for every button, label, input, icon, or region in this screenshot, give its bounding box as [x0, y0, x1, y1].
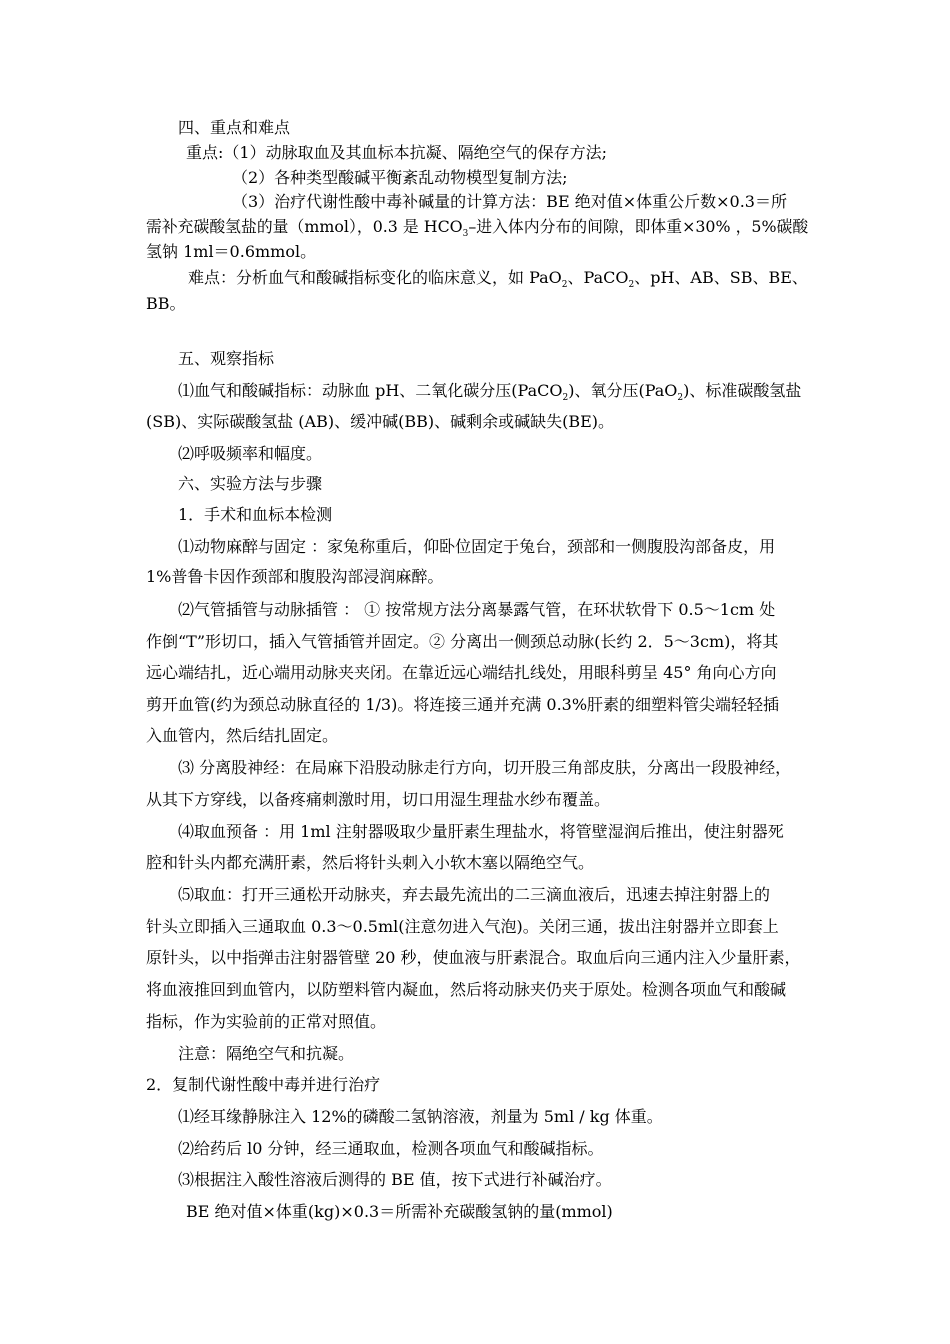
paragraph-5-line-4: 将血液推回到血管内，以防塑料管内凝血，然后将动脉夹仍夹于原处。检测各项血气和酸碱 — [146, 980, 787, 999]
paragraph-2-line-2: 作倒“T”形切口，插入气管插管并固定。② 分离出一侧颈总动脉(长约 2．5～3cm)，将其 — [146, 632, 779, 651]
paragraph-5-line-1: ⑸取血：打开三通松开动脉夹，弃去最先流出的二三滴血液后，迅速去掉注射器上的 — [178, 885, 771, 904]
paragraph-3-line-1: ⑶ 分离股神经：在局麻下沿股动脉走行方向，切开股三角部皮肤，分离出一段股神经， — [178, 758, 792, 777]
paragraph-5-line-2: 针头立即插入三通取血 0.3～0.5ml(注意勿进入气泡)。关闭三通，拔出注射器并立即套上 — [146, 917, 779, 936]
formula: BE 绝对值×体重(kg)×0.3＝所需补充碳酸氢钠的量(mmol) — [186, 1202, 613, 1221]
paragraph-2-line-3: 远心端结扎，近心端用动脉夹夹闭。在靠近远心端结扎线处，用眼科剪呈 45° 角向心方向 — [146, 663, 777, 682]
subscript: 2 — [561, 280, 568, 290]
paragraph-4-line-1: ⑷取血预备 ：用 1ml 注射器吸取少量肝素生理盐水，将管壁湿润后推出，使注射器死 — [178, 822, 784, 841]
paragraph-2-line-4: 剪开血管(约为颈总动脉直径的 1/3)。将连接三通并充满 0.3%肝素的细塑料管尖端轻轻插 — [146, 695, 780, 714]
paragraph-1-line-1: ⑴动物麻醉与固定 ：家兔称重后，仰卧位固定于兔台，颈部和一侧腹股沟部备皮，用 — [178, 537, 776, 556]
subscript: 2 — [677, 393, 684, 403]
subsection-2-heading: 2．复制代谢性酸中毒并进行治疗 — [146, 1075, 381, 1094]
text-run: 、PaCO — [567, 268, 629, 287]
text-run: 难点：分析血气和酸碱指标变化的临床意义，如 PaO — [188, 268, 562, 287]
text-run: –进入体内分布的间隙，即体重×30% ，5%碳酸 — [468, 217, 809, 236]
difficulty-line-1 — [188, 268, 808, 295]
subscript: 2 — [562, 393, 569, 403]
paragraph-3-line-2: 从其下方穿线，以备疼痛刺激时用，切口用湿生理盐水纱布覆盖。 — [146, 790, 611, 809]
section-5-heading: 五、观察指标 — [178, 349, 275, 368]
procedure-step-2: ⑵给药后 l0 分钟，经三通取血，检测各项血气和酸碱指标。 — [178, 1139, 604, 1158]
indicator-1-line-1 — [178, 381, 801, 408]
key-points-line-1: 重点:（1）动脉取血及其血标本抗凝、隔绝空气的保存方法; — [186, 143, 607, 162]
paragraph-5-line-3: 原针头，以中指弹击注射器管壁 20 秒，使血液与肝素混合。取血后向三通内注入少量肝素， — [146, 948, 801, 967]
key-points-line-3: （3）治疗代谢性酸中毒补碱量的计算方法：BE 绝对值×体重公斤数×0.3＝所 — [232, 192, 787, 211]
section-6-heading: 六、实验方法与步骤 — [178, 474, 323, 493]
section-4-heading: 四、重点和难点 — [178, 118, 291, 137]
difficulty-line-2: BB。 — [146, 294, 186, 313]
paragraph-5-line-5: 指标，作为实验前的正常对照值。 — [146, 1012, 387, 1031]
text-run: )、氧分压(PaO — [568, 381, 678, 400]
paragraph-4-line-2: 腔和针头内都充满肝素，然后将针头刺入小软木塞以隔绝空气。 — [146, 853, 595, 872]
indicator-2: ⑵呼吸频率和幅度。 — [178, 444, 323, 463]
note: 注意：隔绝空气和抗凝。 — [178, 1044, 355, 1063]
key-points-line-5: 氢钠 1ml＝0.6mmol。 — [146, 242, 317, 261]
subscript: 2 — [628, 280, 635, 290]
text-run: ⑴血气和酸碱指标：动脉血 pH、二氧化碳分压(PaCO — [178, 381, 563, 400]
text-run: )、标准碳酸氢盐 — [683, 381, 802, 400]
key-points-line-4 — [146, 217, 808, 244]
paragraph-1-line-2: 1%普鲁卡因作颈部和腹股沟部浸润麻醉。 — [146, 567, 444, 586]
text-run: 需补充碳酸氢盐的量（mmol），0.3 是 HCO — [146, 217, 463, 236]
subsection-1-heading: 1．手术和血标本检测 — [178, 505, 333, 524]
procedure-step-1: ⑴经耳缘静脉注入 12%的磷酸二氢钠溶液，剂量为 5ml / kg 体重。 — [178, 1107, 663, 1126]
paragraph-2-line-1: ⑵气管插管与动脉插管 ： ① 按常规方法分离暴露气管，在环状软骨下 0.5～1cm 处 — [178, 600, 776, 619]
key-points-line-2: （2）各种类型酸碱平衡紊乱动物模型复制方法; — [232, 168, 568, 187]
text-run: 、pH、AB、SB、BE、 — [634, 268, 808, 287]
subscript: 3 — [462, 229, 469, 239]
procedure-step-3: ⑶根据注入酸性溶液后测得的 BE 值，按下式进行补碱治疗。 — [178, 1170, 612, 1189]
indicator-1-line-2: (SB)、实际碳酸氢盐 (AB)、缓冲碱(BB)、碱剩余或碱缺失(BE)。 — [146, 412, 615, 431]
paragraph-2-line-5: 入血管内，然后结扎固定。 — [146, 726, 339, 745]
